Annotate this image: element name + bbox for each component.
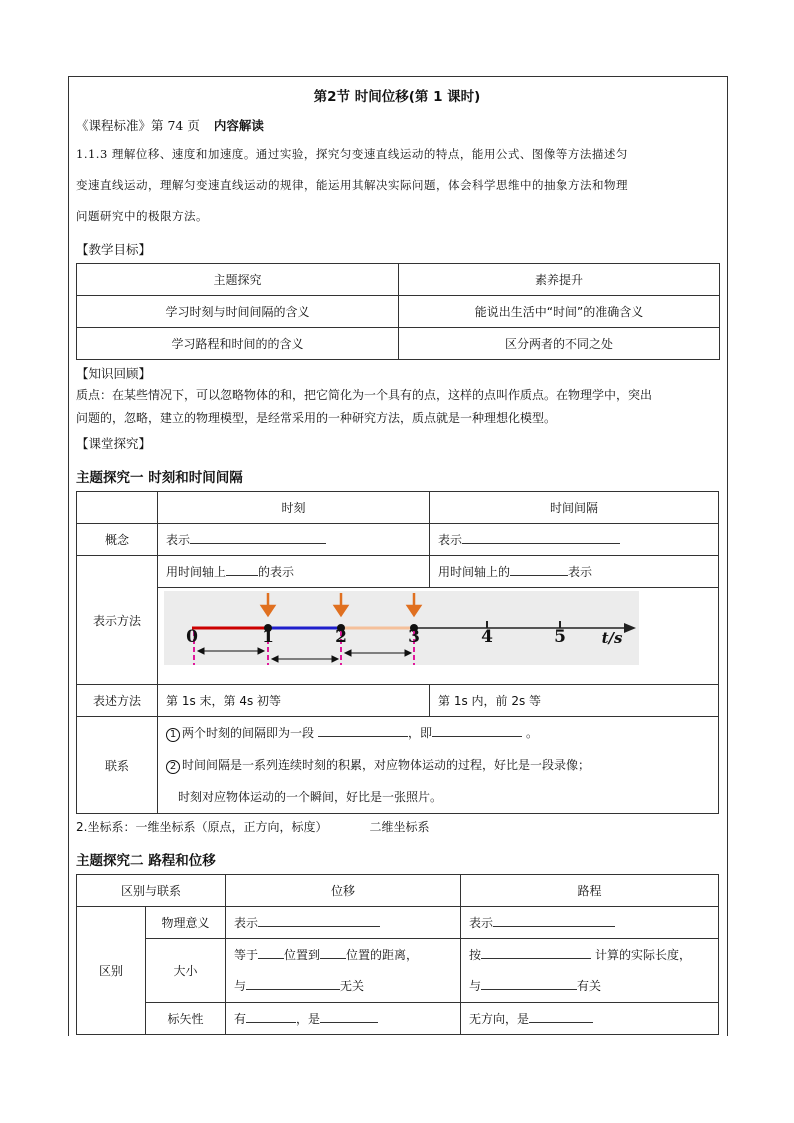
topic2-table xyxy=(76,874,719,1035)
link-line-3: 时刻对应物体运动的一个瞬间，好比是一张照片。 xyxy=(178,790,443,804)
tick-label-0: 0 xyxy=(186,627,198,647)
standard-ref xyxy=(76,116,264,134)
h-displacement: 位移 xyxy=(226,875,461,907)
tick-label-2: 2 xyxy=(335,627,347,647)
concept-interval: 表示 xyxy=(430,524,719,556)
link-line-1: 1 两个时刻的间隔即为一段 ，即 。 xyxy=(166,717,718,749)
expr-interval: 第 1s 内，前 2s 等 xyxy=(430,685,719,717)
tick-label-4: 4 xyxy=(481,627,493,647)
standard-line: 问题研究中的极限方法。 xyxy=(76,209,208,223)
row-method: 表示方法 xyxy=(77,556,158,685)
vector-path: 无方向，是 xyxy=(461,1003,719,1035)
goals-heading: 【教学目标】 xyxy=(76,242,152,257)
explore-heading: 【课堂探究】 xyxy=(76,436,152,451)
coord-line xyxy=(76,818,429,835)
h-relation: 区别与联系 xyxy=(77,875,226,907)
review-line: 问题的，忽略，建立的物理模型，是经常采用的一种研究方法，质点就是一种理想化模型。 xyxy=(76,411,557,425)
diff-label: 区别 xyxy=(77,907,146,1035)
tick-label-1: 1 xyxy=(262,627,274,647)
vector-disp: 有 ，是 xyxy=(226,1003,461,1035)
standard-text xyxy=(76,139,720,232)
method-interval: 用时间轴上的 表示 xyxy=(430,556,719,588)
row-meaning: 物理意义 xyxy=(146,907,226,939)
timeline-figure xyxy=(164,591,639,665)
row-expression: 表述方法 xyxy=(77,685,158,717)
tick-label-3: 3 xyxy=(408,627,420,647)
row-concept: 概念 xyxy=(77,524,158,556)
expr-moment: 第 1s 末，第 4s 初等 xyxy=(158,685,430,717)
page-title: 第2节 时间位移(第 1 课时) xyxy=(313,89,481,105)
standard-line: 变速直线运动，理解匀变速直线运动的规律，能运用其解决实际问题，体会科学思维中的抽象方法和物理 xyxy=(76,178,628,192)
goals-cell: 区分两者的不同之处 xyxy=(399,328,720,360)
meaning-disp: 表示 xyxy=(226,907,461,939)
link-line-2: 2 时间间隔是一系列连续时刻的积累，对应物体运动的过程，好比是一段录像； xyxy=(166,749,718,781)
method-moment: 用时间轴上 的表示 xyxy=(158,556,430,588)
interval-arrows xyxy=(198,648,411,662)
goals-cell: 学习路程和时间的的含义 xyxy=(77,328,399,360)
row-size: 大小 xyxy=(146,939,226,1003)
h-path: 路程 xyxy=(461,875,719,907)
size-path: 按 计算的实际长度， 与 有关 xyxy=(461,939,719,1003)
meaning-path: 表示 xyxy=(461,907,719,939)
coord-1d: 2.坐标系：一维坐标系（原点，正方向，标度） xyxy=(76,820,328,834)
timeline-svg xyxy=(164,591,639,665)
link-cell xyxy=(158,717,719,814)
topic2-heading: 主题探究二 路程和位移 xyxy=(76,853,216,869)
row-vector: 标矢性 xyxy=(146,1003,226,1035)
magenta-guides xyxy=(194,631,414,665)
review-line: 质点：在某些情况下，可以忽略物体的和，把它简化为一个具有的点，这样的点叫作质点。在物理学中，突出 xyxy=(76,388,653,402)
size-disp: 等于 位置到 位置的距离， 与 无关 xyxy=(226,939,461,1003)
concept-moment: 表示 xyxy=(158,524,430,556)
goals-table xyxy=(76,263,720,360)
goals-cell: 学习时刻与时间间隔的含义 xyxy=(77,296,399,328)
corner-cell xyxy=(77,492,158,524)
axis-unit: t/s xyxy=(601,629,623,647)
col-interval: 时间间隔 xyxy=(430,492,719,524)
goals-col1: 主题探究 xyxy=(77,264,399,296)
tick-label-5: 5 xyxy=(554,627,566,647)
review-text xyxy=(76,384,720,430)
review-heading: 【知识回顾】 xyxy=(76,366,152,381)
moment-arrows xyxy=(262,593,420,615)
standard-line: 1.1.3 理解位移、速度和加速度。通过实验，探究匀变速直线运动的特点，能用公式、图像等方法描述匀 xyxy=(76,147,628,161)
standard-label: 内容解读 xyxy=(213,118,264,133)
axis-arrowhead xyxy=(624,623,636,633)
row-link: 联系 xyxy=(77,717,158,814)
standard-book: 《课程标准》第 74 页 xyxy=(76,118,200,133)
topic1-heading: 主题探究一 时刻和时间间隔 xyxy=(76,470,243,486)
goals-cell: 能说出生活中“时间”的准确含义 xyxy=(399,296,720,328)
coord-2d: 二维坐标系 xyxy=(369,820,430,834)
col-moment: 时刻 xyxy=(158,492,430,524)
goals-col2: 素养提升 xyxy=(399,264,720,296)
